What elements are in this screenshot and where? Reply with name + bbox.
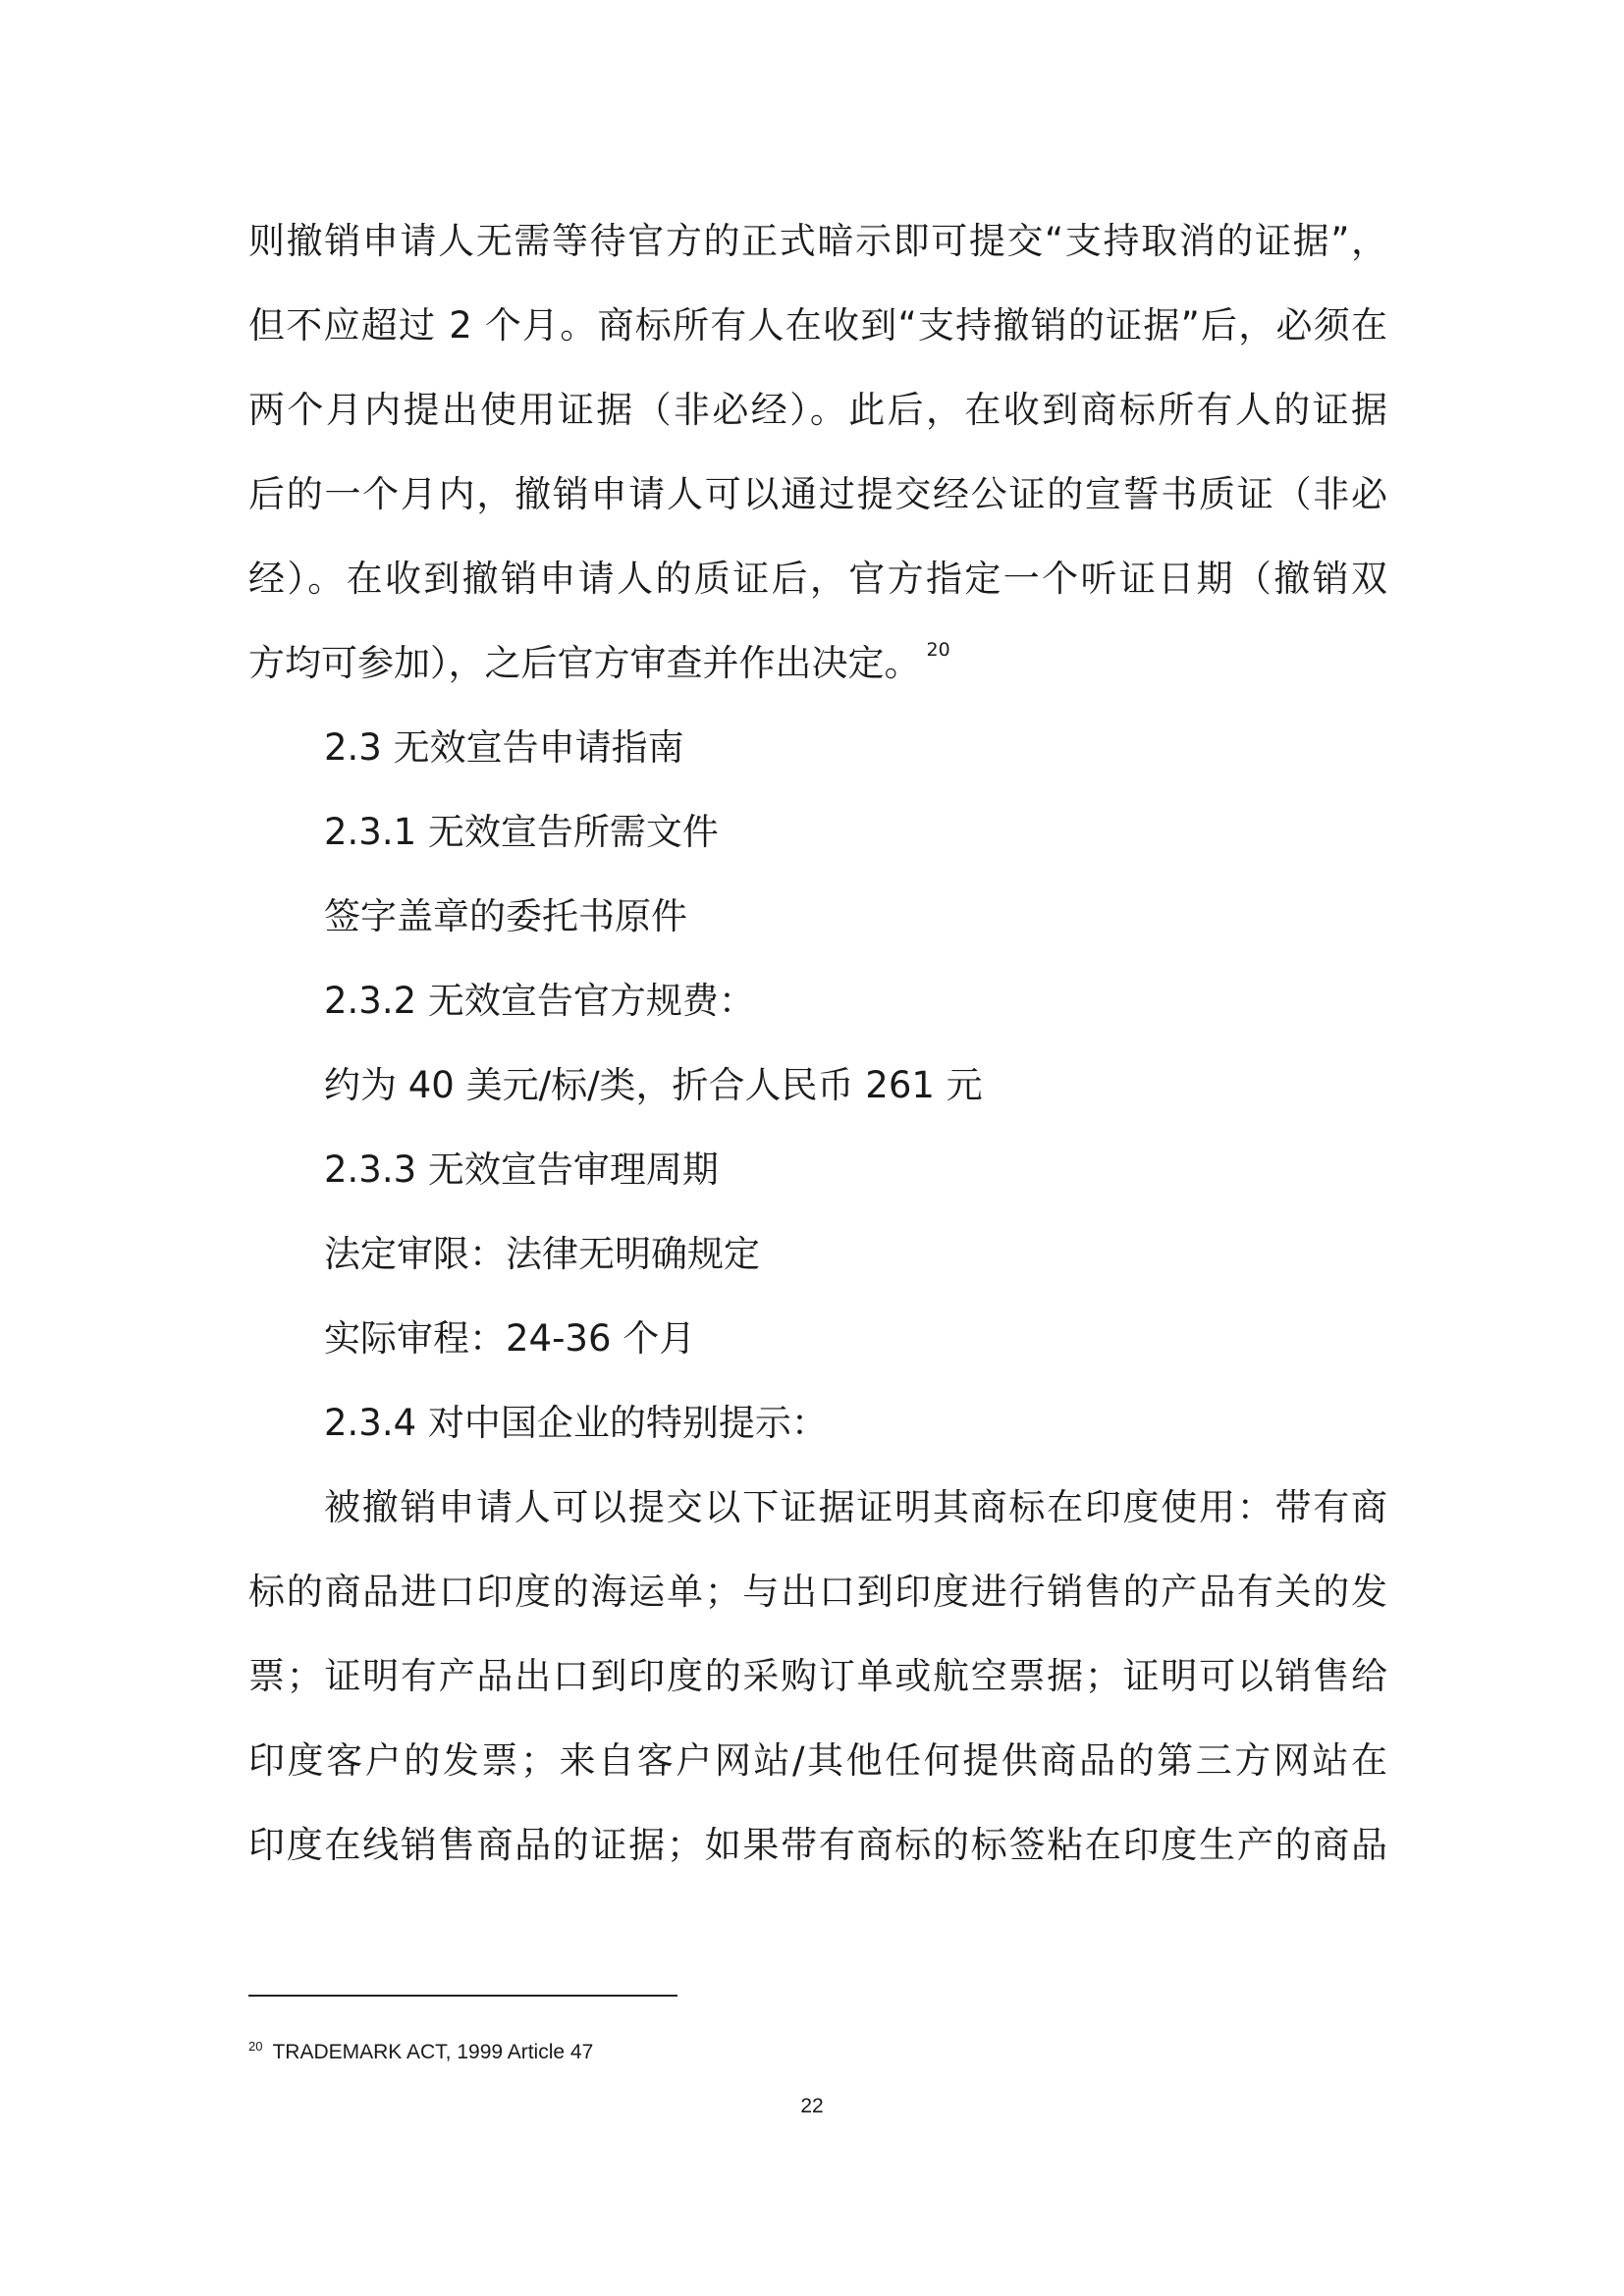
paragraph-line: 但不应超过 2 个月。商标所有人在收到“支持撤销的证据”后，必须在 [248,304,1387,347]
paragraph-line: 经）。在收到撤销申请人的质证后，官方指定一个听证日期（撤销双 [248,558,1387,600]
footnote-text: TRADEMARK ACT, 1999 Article 47 [272,2041,594,2063]
paragraph-line: 被撤销申请人可以提交以下证据证明其商标在印度使用：带有商 [324,1486,1387,1528]
paragraph-line-text: 方均可参加），之后官方审查并作出决定。 [248,642,921,684]
paragraph-line-last [248,630,1387,715]
subsection-text: 约为 40 美元/标/类，折合人民币 261 元 [324,1064,983,1106]
paragraph-line: 两个月内提出使用证据（非必经）。此后，在收到商标所有人的证据 [248,389,1387,431]
subsection-text: 实际审程：24-36 个月 [324,1317,696,1360]
paragraph-line: 票；证明有产品出口到印度的采购订单或航空票据；证明可以销售给 [248,1655,1387,1697]
subsection-heading: 2.3.3 无效宣告审理周期 [324,1148,719,1191]
paragraph-line: 则撤销申请人无需等待官方的正式暗示即可提交“支持取消的证据”， [248,220,1387,262]
subsection-heading: 2.3.2 无效宣告官方规费： [324,980,755,1022]
footnote [248,2039,593,2066]
subsection-text: 签字盖章的委托书原件 [324,895,687,937]
page-number: 22 [800,2095,824,2117]
paragraph-line: 印度客户的发票；来自客户网站/其他任何提供商品的第三方网站在 [248,1739,1387,1782]
subsection-heading: 2.3.4 对中国企业的特别提示： [324,1402,828,1444]
section-heading: 2.3 无效宣告申请指南 [324,726,684,769]
footnote-separator [248,1995,677,1997]
paragraph-line: 标的商品进口印度的海运单；与出口到印度进行销售的产品有关的发 [248,1571,1387,1613]
footnote-reference[interactable]: 20 [926,639,950,661]
subsection-text: 法定审限：法律无明确规定 [324,1233,760,1275]
paragraph-line: 后的一个月内，撤销申请人可以通过提交经公证的宣誓书质证（非必 [248,473,1387,515]
body-text [248,208,1387,1896]
subsection-heading: 2.3.1 无效宣告所需文件 [324,811,719,853]
paragraph-line: 印度在线销售商品的证据；如果带有商标的标签粘在印度生产的商品 [248,1824,1387,1866]
footnote-number: 20 [248,2039,263,2054]
